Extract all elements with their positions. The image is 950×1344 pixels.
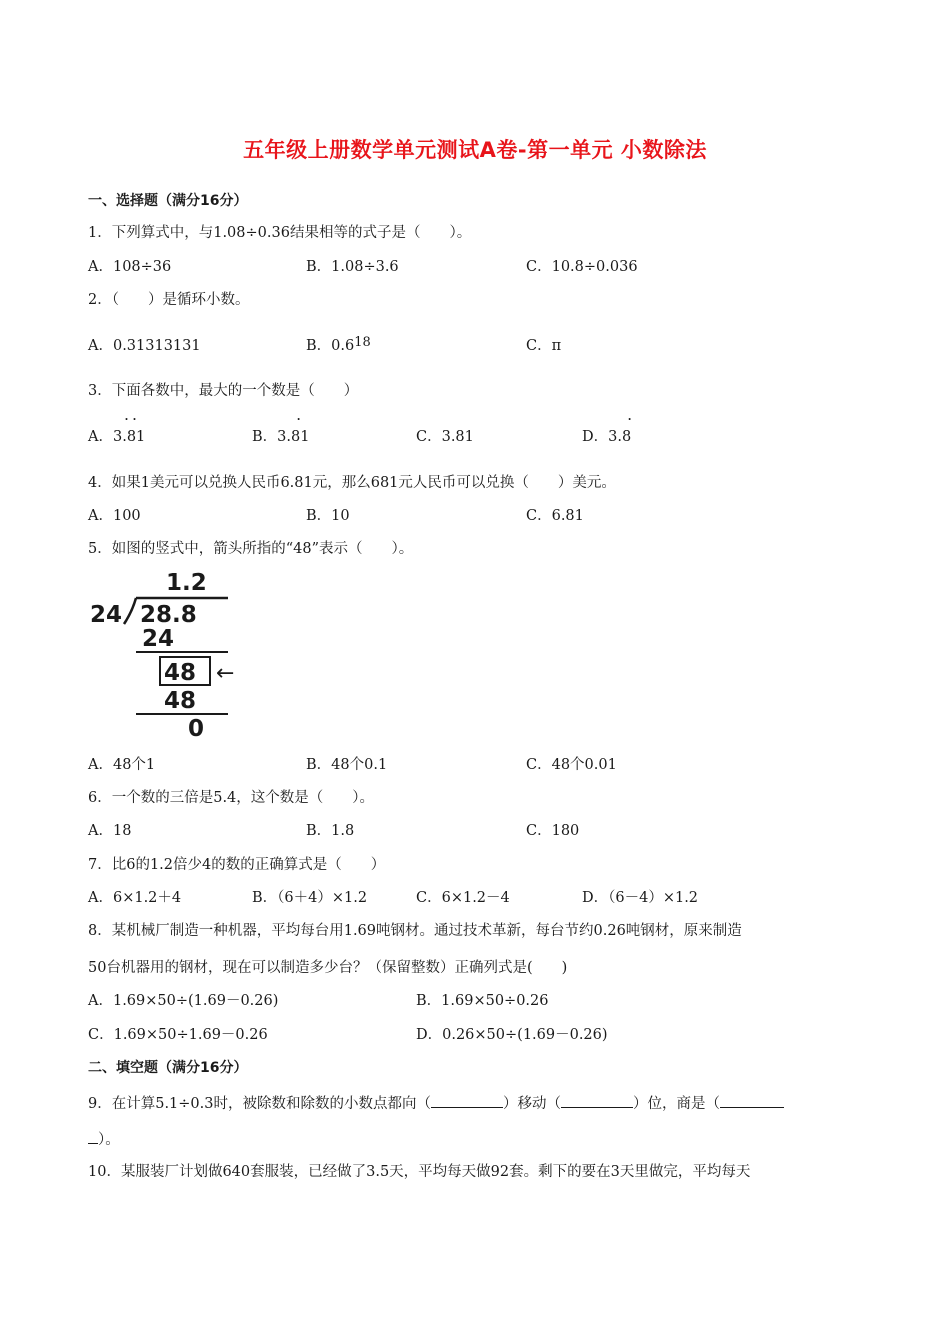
question-8-stem-line1: 8．某机械厂制造一种机器，平均每台用1.69吨钢材。通过技术革新，每台节约0.26吨钢材，原来制造 [88, 923, 742, 939]
question-2-option-c[interactable]: C．π [526, 338, 562, 354]
question-3-stem: 3．下面各数中，最大的一个数是（ ） [88, 383, 359, 399]
answer-blank-quotient[interactable] [720, 1093, 784, 1108]
question-6-stem: 6．一个数的三倍是5.4，这个数是（ ）。 [88, 790, 375, 806]
question-6-option-c[interactable]: C．180 [526, 823, 580, 839]
answer-blank-places[interactable] [561, 1093, 633, 1108]
question-8-option-c[interactable]: C．1.69×50÷1.69－0.26 [88, 1027, 268, 1043]
step2-product-text: 48 [164, 688, 197, 714]
long-division-figure [88, 568, 258, 740]
question-1-stem: 1．下列算式中，与1.08÷0.36结果相等的式子是（ ）。 [88, 225, 472, 241]
question-1-option-a[interactable]: A．108÷36 [88, 259, 172, 275]
repeat-dot-icon: ˙ [122, 417, 130, 433]
question-5-option-a[interactable]: A．48个1 [88, 757, 156, 773]
question-3-option-b[interactable] [252, 417, 310, 447]
question-2-option-a[interactable]: A．0.31313131 [88, 338, 201, 354]
question-2-option-b[interactable] [306, 336, 371, 357]
step1-product-text: 24 [142, 626, 175, 652]
repeating-decimal-value: 3.81 [277, 429, 310, 445]
question-7-option-a[interactable]: A．6×1.2＋4 [88, 890, 182, 906]
question-6-option-a[interactable]: A．18 [88, 823, 132, 839]
question-4-option-a[interactable]: A．100 [88, 508, 141, 524]
question-8-stem-line2: 50台机器用的钢材，现在可以制造多少台？（保留整数）正确列式是( ) [88, 960, 568, 976]
dividend-text: 28.8 [140, 602, 197, 628]
answer-blank-quotient-tail[interactable] [88, 1129, 98, 1144]
question-7-stem: 7．比6的1.2倍少4的数的正确算式是（ ） [88, 857, 386, 873]
question-3-option-c[interactable]: C．3.81 [416, 429, 474, 445]
question-7-option-b[interactable]: B．（6＋4）×1.2 [252, 890, 368, 906]
page-title: 五年级上册数学单元测试A卷-第一单元 小数除法 [243, 138, 707, 162]
answer-blank-direction[interactable] [431, 1093, 503, 1108]
final-remainder-text: 0 [188, 716, 205, 740]
question-9-line2 [88, 1129, 120, 1150]
question-8-option-b[interactable]: B．1.69×50÷0.26 [416, 993, 549, 1009]
option-b-prefix: B．0.6 [306, 338, 355, 354]
question-7-option-c[interactable]: C．6×1.2－4 [416, 890, 510, 906]
question-2-stem: 2．（ ）是循环小数。 [88, 292, 250, 308]
question-9-text-3: ）位，商是（ [633, 1096, 720, 1112]
option-d-prefix: D． [582, 429, 609, 445]
arrow-icon: ← [216, 661, 235, 686]
repeating-decimal-value: 3.81 [112, 429, 146, 445]
question-10-line1: 10．某服装厂计划做640套服装，已经做了3.5天，平均每天做92套。剩下的要在3天里做完，平均每天 [88, 1164, 751, 1180]
repeat-dot-icon: ˙ [626, 417, 634, 433]
repeating-digits: 18 [354, 335, 371, 350]
question-9-text-4: ）。 [98, 1132, 120, 1148]
division-bracket [124, 598, 136, 624]
question-1-option-b[interactable]: B．1.08÷3.6 [306, 259, 399, 275]
question-3-option-d[interactable] [582, 417, 634, 447]
section-heading-fill-blank: 二、填空题（满分16分） [88, 1060, 248, 1076]
repeat-dot-icon: ˙ [130, 417, 138, 433]
question-9-text-1: 9．在计算5.1÷0.3时，被除数和除数的小数点都向（ [88, 1096, 431, 1112]
question-5-option-c[interactable]: C．48个0.01 [526, 757, 617, 773]
question-9-text-2: ）移动（ [503, 1096, 561, 1112]
question-4-option-b[interactable]: B．10 [306, 508, 350, 524]
question-5-option-b[interactable]: B．48个0.1 [306, 757, 388, 773]
question-4-option-c[interactable]: C．6.81 [526, 508, 584, 524]
quotient-text: 1.2 [166, 570, 207, 596]
repeating-decimal-value: 3.8 [608, 429, 632, 445]
option-b-prefix: B． [252, 429, 278, 445]
section-heading-choice: 一、选择题（满分16分） [88, 193, 248, 209]
question-5-stem: 5．如图的竖式中，箭头所指的“48”表示（ ）。 [88, 541, 414, 557]
question-8-option-d[interactable]: D．0.26×50÷(1.69－0.26) [416, 1027, 608, 1043]
repeat-dot-icon: ˙ [295, 417, 303, 433]
option-a-prefix: A． [88, 429, 113, 445]
question-1-option-c[interactable]: C．10.8÷0.036 [526, 259, 638, 275]
divisor-text: 24 [90, 602, 123, 628]
question-9-line1 [88, 1093, 784, 1114]
boxed-remainder-text: 48 [164, 660, 197, 686]
question-3-option-a[interactable] [88, 417, 146, 447]
question-7-option-d[interactable]: D．（6－4）×1.2 [582, 890, 699, 906]
question-4-stem: 4．如果1美元可以兑换人民币6.81元，那么681元人民币可以兑换（ ）美元。 [88, 475, 616, 491]
question-6-option-b[interactable]: B．1.8 [306, 823, 355, 839]
question-8-option-a[interactable]: A．1.69×50÷(1.69－0.26) [88, 993, 279, 1009]
